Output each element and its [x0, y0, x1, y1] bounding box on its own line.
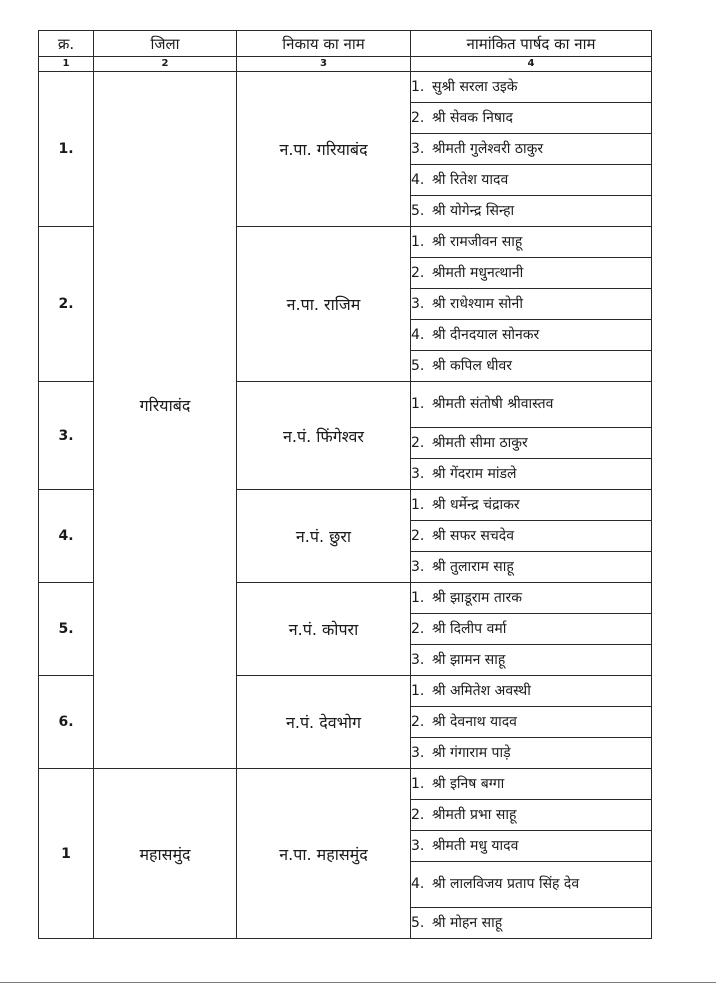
councillor-index: 1. [411, 233, 425, 250]
councillor-cell [411, 614, 652, 645]
councillor-cell [411, 320, 652, 351]
councillor-cell [411, 676, 652, 707]
councillor-index: 2. [411, 434, 425, 451]
councillor-index: 1. [411, 589, 425, 606]
councillor-name: श्रीमती मधुनत्थानी [432, 264, 524, 281]
page-bottom-rule [0, 982, 716, 983]
councillor-index: 3. [411, 744, 425, 761]
councillor-name: श्रीमती गुलेश्वरी ठाकुर [432, 140, 544, 157]
table-row [39, 769, 652, 800]
councillor-index: 5. [411, 357, 425, 374]
serial-number: 1. [39, 72, 94, 227]
body-name: न.पा. राजिम [237, 227, 411, 382]
councillor-name: श्री दीनदयाल सोनकर [432, 326, 540, 343]
councillor-index: 1. [411, 78, 425, 95]
column-number: 3 [237, 57, 411, 72]
councillor-cell [411, 428, 652, 459]
councillor-name: श्री सेवक निषाद [432, 109, 513, 126]
councillor-cell [411, 459, 652, 490]
serial-number: 2. [39, 227, 94, 382]
councillor-cell [411, 583, 652, 614]
councillor-name: श्रीमती संतोषी श्रीवास्तव [432, 396, 554, 412]
councillor-name: श्री धर्मेन्द्र चंद्राकर [432, 496, 520, 513]
councillor-cell [411, 227, 652, 258]
serial-number: 6. [39, 676, 94, 769]
table-row [39, 72, 652, 103]
councillor-index: 1. [411, 775, 425, 792]
serial-number: 1 [39, 769, 94, 939]
councillor-index: 4. [411, 876, 425, 892]
councillor-name: श्री झामन साहू [432, 651, 506, 668]
councillor-name: श्री झाडूराम तारक [432, 589, 522, 606]
councillor-name: श्री योगेन्द्र सिन्हा [432, 202, 515, 219]
councillor-name: श्री सफर सचदेव [432, 527, 514, 544]
serial-number: 3. [39, 382, 94, 490]
councillor-index: 1. [411, 396, 425, 412]
nominated-councillors-table [38, 30, 652, 939]
column-number: 4 [411, 57, 652, 72]
column-number-row [39, 57, 652, 72]
councillor-name: श्री कपिल धीवर [432, 357, 513, 374]
councillor-cell [411, 552, 652, 583]
body-name: न.पं. छुरा [237, 490, 411, 583]
councillor-index: 1. [411, 496, 425, 513]
body-name: न.पा. महासमुंद [237, 769, 411, 939]
councillor-cell [411, 490, 652, 521]
councillor-index: 4. [411, 171, 425, 188]
councillor-name: श्री अमितेश अवस्थी [432, 682, 531, 699]
councillor-index: 3. [411, 651, 425, 668]
councillor-cell [411, 289, 652, 320]
header-serial: क्र. [39, 31, 94, 57]
councillor-cell [411, 351, 652, 382]
councillor-cell [411, 103, 652, 134]
councillor-cell [411, 831, 652, 862]
councillor-index: 1. [411, 682, 425, 699]
district-name: महासमुंद [94, 769, 237, 939]
header-district: जिला [94, 31, 237, 57]
councillor-name: श्री देवनाथ यादव [432, 713, 517, 730]
councillor-cell [411, 707, 652, 738]
header-councillor-name: नामांकित पार्षद का नाम [411, 31, 652, 57]
councillor-cell [411, 521, 652, 552]
councillor-cell [411, 196, 652, 227]
councillor-cell [411, 382, 652, 428]
councillor-cell [411, 258, 652, 289]
councillor-name: श्री गेंदराम मांडले [432, 465, 517, 482]
councillor-name: श्री गंगाराम पाड़े [432, 744, 511, 761]
councillor-index: 2. [411, 806, 425, 823]
councillor-name: श्री रितेश यादव [432, 171, 509, 188]
councillor-name: श्रीमती सीमा ठाकुर [432, 434, 528, 451]
councillor-cell [411, 769, 652, 800]
serial-number: 5. [39, 583, 94, 676]
district-name: गरियाबंद [94, 72, 237, 769]
councillor-cell [411, 908, 652, 939]
councillor-name: श्री इनिष बग्गा [432, 775, 505, 792]
councillor-index: 2. [411, 713, 425, 730]
councillor-index: 3. [411, 465, 425, 482]
councillor-index: 3. [411, 558, 425, 575]
header-body-name: निकाय का नाम [237, 31, 411, 57]
body-name: न.पं. कोपरा [237, 583, 411, 676]
body-name: न.पं. फिंगेश्वर [237, 382, 411, 490]
councillor-cell [411, 738, 652, 769]
councillor-index: 2. [411, 527, 425, 544]
serial-number: 4. [39, 490, 94, 583]
councillor-name: श्री तुलाराम साहू [432, 558, 514, 575]
councillor-index: 2. [411, 620, 425, 637]
councillor-name: श्रीमती प्रभा साहू [432, 806, 517, 823]
councillor-name: श्री दिलीप वर्मा [432, 620, 507, 637]
body-name: न.पा. गरियाबंद [237, 72, 411, 227]
councillor-index: 3. [411, 837, 425, 854]
councillor-index: 4. [411, 326, 425, 343]
councillor-index: 2. [411, 109, 425, 126]
councillor-index: 3. [411, 140, 425, 157]
councillor-cell [411, 800, 652, 831]
councillor-cell [411, 134, 652, 165]
header-row [39, 31, 652, 57]
councillor-index: 2. [411, 264, 425, 281]
body-name: न.पं. देवभोग [237, 676, 411, 769]
councillor-cell [411, 165, 652, 196]
councillor-name: श्रीमती मधु यादव [432, 837, 519, 854]
column-number: 2 [94, 57, 237, 72]
councillor-name: श्री लालविजय प्रताप सिंह देव [432, 876, 580, 892]
councillor-name: सुश्री सरला उइके [432, 78, 518, 95]
councillor-name: श्री मोहन साहू [432, 914, 503, 931]
column-number: 1 [39, 57, 94, 72]
councillor-cell [411, 72, 652, 103]
councillor-cell [411, 645, 652, 676]
councillor-name: श्री रामजीवन साहू [432, 233, 523, 250]
councillor-cell [411, 862, 652, 908]
councillor-index: 3. [411, 295, 425, 312]
table-body [39, 72, 652, 939]
councillor-index: 5. [411, 202, 425, 219]
councillor-index: 5. [411, 914, 425, 931]
councillor-name: श्री राधेश्याम सोनी [432, 295, 523, 312]
